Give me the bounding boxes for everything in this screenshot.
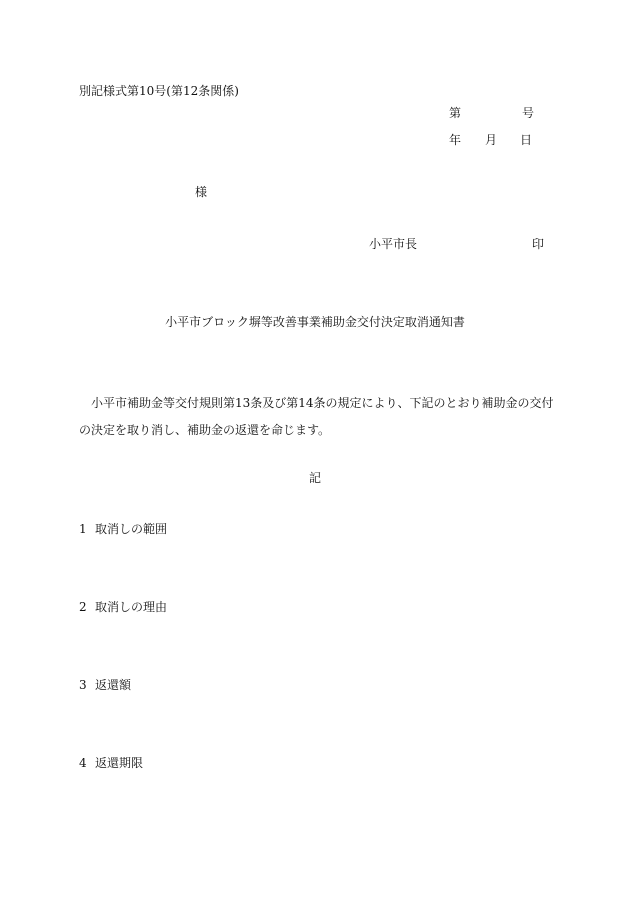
date-year-label: 年 xyxy=(449,133,462,147)
list-item xyxy=(79,601,167,613)
document-number-label: 第 xyxy=(449,106,462,120)
document-number-suffix: 号 xyxy=(522,106,535,120)
item-number: 2 xyxy=(79,600,87,614)
issuer-name: 小平市長 xyxy=(369,237,418,251)
item-number: 4 xyxy=(79,756,87,770)
item-number: 3 xyxy=(79,678,87,692)
date-month-label: 月 xyxy=(485,133,498,147)
item-label: 取消しの範囲 xyxy=(95,522,168,536)
item-label: 返還額 xyxy=(95,678,132,692)
list-item xyxy=(79,679,131,691)
item-label: 取消しの理由 xyxy=(95,600,168,614)
list-item xyxy=(79,523,167,535)
date-day-label: 日 xyxy=(520,133,533,147)
seal-mark: 印 xyxy=(532,237,545,251)
addressee-suffix: 様 xyxy=(195,185,208,199)
list-item xyxy=(79,757,143,769)
form-reference: 別記様式第10号(第12条関係) xyxy=(79,84,239,98)
item-number: 1 xyxy=(79,522,87,536)
ki-heading: 記 xyxy=(308,471,321,485)
body-paragraph: 小平市補助金等交付規則第13条及び第14条の規定により、下記のとおり補助金の交付の決定を取り消し、補助金の返還を命じます。 xyxy=(79,396,554,437)
document-title: 小平市ブロック塀等改善事業補助金交付決定取消通知書 xyxy=(165,315,465,329)
item-label: 返還期限 xyxy=(95,756,144,770)
